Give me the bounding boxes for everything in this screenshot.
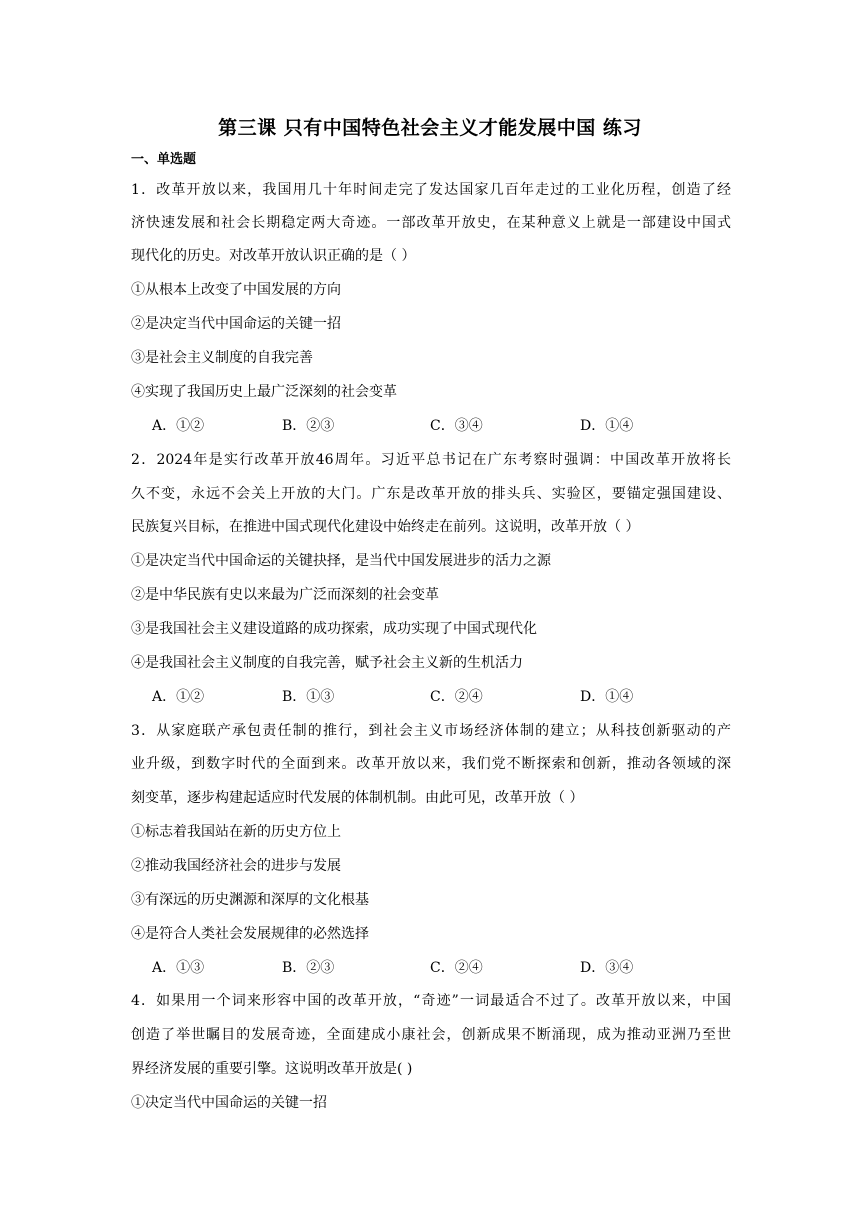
q2-line-3: 民族复兴目标，在推进中国式现代化建设中始终走在前列。这说明，改革开放（ ）: [131, 519, 640, 535]
q2-item-1: ①是决定当代中国命运的关键抉择，是当代中国发展进步的活力之源: [131, 553, 551, 569]
q1-line-2: 济快速发展和社会长期稳定两大奇迹。一部改革开放史，在某种意义上就是一部建设中国式: [131, 215, 731, 231]
q2-option-b: B．①③: [282, 689, 335, 705]
q3-item-3: ③有深远的历史渊源和深厚的文化根基: [131, 892, 369, 908]
section-heading: 一、单选题: [131, 152, 197, 167]
q4-item-1: ①决定当代中国命运的关键一招: [131, 1095, 327, 1111]
q3-option-d: D．③④: [580, 960, 634, 976]
q3-option-b: B．②③: [282, 960, 335, 976]
q1-option-d: D．①④: [580, 418, 634, 434]
q1-option-a: A．①②: [152, 418, 205, 434]
q2-option-d: D．①④: [580, 689, 634, 705]
q1-line-1: 1．改革开放以来，我国用几十年时间走完了发达国家几百年走过的工业化历程，创造了经: [131, 182, 731, 198]
page-title: 第三课 只有中国特色社会主义才能发展中国 练习: [218, 117, 642, 139]
q2-item-2: ②是中华民族有史以来最为广泛而深刻的社会变革: [131, 587, 439, 603]
q3-line-1: 3．从家庭联产承包责任制的推行，到社会主义市场经济体制的建立；从科技创新驱动的产: [131, 723, 731, 739]
q4-line-2: 创造了举世瞩目的发展奇迹，全面建成小康社会，创新成果不断涌现，成为推动亚洲乃至世: [131, 1027, 731, 1043]
q1-option-b: B．②③: [282, 418, 335, 434]
q2-item-3: ③是我国社会主义建设道路的成功探索，成功实现了中国式现代化: [131, 621, 537, 637]
q2-line-1: 2．2024年是实行改革开放46周年。习近平总书记在广东考察时强调：中国改革开放将长: [131, 452, 731, 468]
q3-option-a: A．①③: [152, 960, 205, 976]
q3-item-4: ④是符合人类社会发展规律的必然选择: [131, 926, 369, 942]
q1-item-2: ②是决定当代中国命运的关键一招: [131, 316, 341, 332]
q1-item-4: ④实现了我国历史上最广泛深刻的社会变革: [131, 384, 397, 400]
q1-item-1: ①从根本上改变了中国发展的方向: [131, 282, 341, 298]
q4-line-1: 4．如果用一个词来形容中国的改革开放，“奇迹”一词最适合不过了。改革开放以来，中国: [131, 993, 731, 1009]
q3-item-1: ①标志着我国站在新的历史方位上: [131, 824, 341, 840]
q3-option-c: C．②④: [430, 960, 483, 976]
q2-line-2: 久不变，永远不会关上开放的大门。广东是改革开放的排头兵、实验区，要锚定强国建设、: [131, 486, 731, 502]
q2-option-a: A．①②: [152, 689, 205, 705]
q3-line-2: 业升级，到数字时代的全面到来。改革开放以来，我们党不断探索和创新，推动各领域的深: [131, 756, 731, 772]
q2-option-c: C．②④: [430, 689, 483, 705]
q4-line-3: 界经济发展的重要引擎。这说明改革开放是( ): [131, 1061, 413, 1077]
q1-line-3: 现代化的历史。对改革开放认识正确的是（ ）: [131, 248, 416, 264]
q3-item-2: ②推动我国经济社会的进步与发展: [131, 858, 341, 874]
q2-item-4: ④是我国社会主义制度的自我完善，赋予社会主义新的生机活力: [131, 655, 523, 671]
q1-option-c: C．③④: [430, 418, 483, 434]
q3-line-3: 刻变革，逐步构建起适应时代发展的体制机制。由此可见，改革开放（ ）: [131, 790, 584, 806]
q1-item-3: ③是社会主义制度的自我完善: [131, 350, 313, 366]
